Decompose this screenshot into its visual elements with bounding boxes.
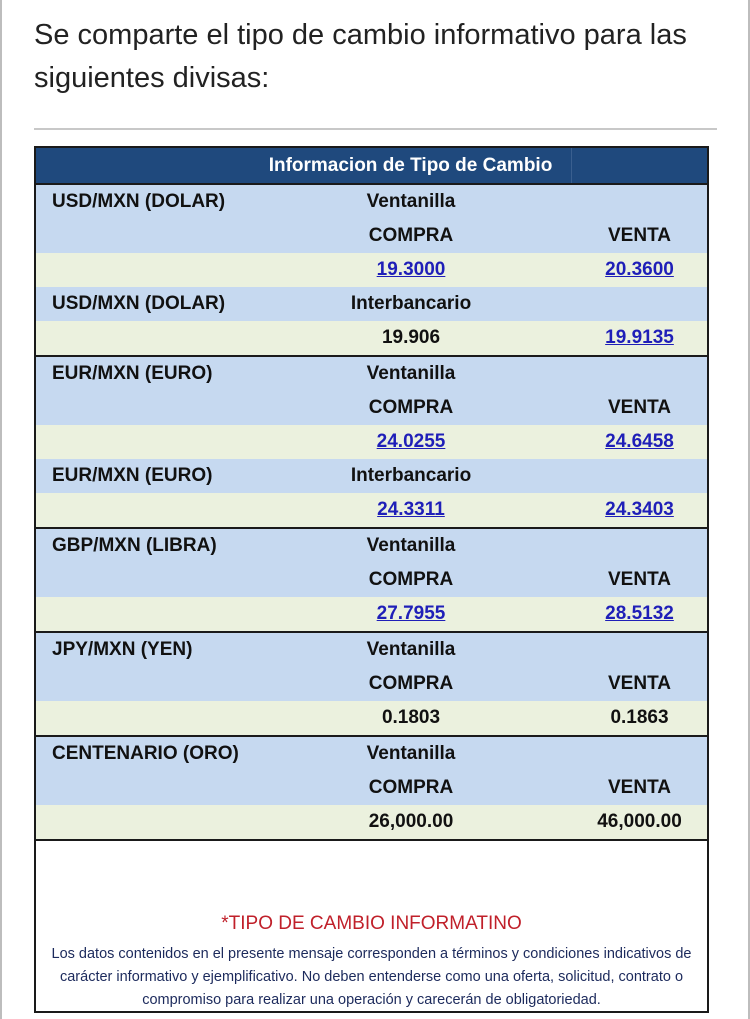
column-header-row [36, 771, 707, 805]
sell-rate-link[interactable]: 19.9135 [605, 327, 674, 348]
buy-rate: 0.1803 [381, 707, 441, 728]
sell-value-cell [572, 707, 707, 729]
currency-pair: GBP/MXN (LIBRA) [52, 535, 217, 556]
buy-rate-link[interactable]: 27.7955 [376, 603, 446, 624]
rate-group [36, 633, 707, 737]
sell-value-cell [572, 327, 707, 349]
type-row [36, 357, 707, 391]
rate-type: Interbancario [350, 465, 472, 486]
column-header-row [36, 219, 707, 253]
table-header [36, 148, 707, 185]
buy-value-cell [250, 431, 572, 453]
column-header-row [36, 563, 707, 597]
buy-rate-link[interactable]: 24.3311 [377, 499, 445, 520]
rate-type: Ventanilla [366, 743, 456, 764]
sell-rate-link[interactable]: 24.6458 [605, 431, 674, 452]
currency-pair: EUR/MXN (EURO) [52, 363, 213, 384]
value-row [36, 321, 707, 355]
table-title: Informacion de Tipo de Cambio [250, 148, 572, 183]
buy-header: COMPRA [368, 225, 454, 246]
rate-type: Interbancario [350, 293, 472, 314]
sell-value-cell [572, 431, 707, 453]
buy-rate: 19.906 [381, 327, 441, 348]
column-header-row [36, 391, 707, 425]
rate-type: Ventanilla [366, 363, 456, 384]
buy-value-cell [250, 603, 572, 625]
buy-header: COMPRA [368, 397, 454, 418]
buy-header: COMPRA [368, 777, 454, 798]
buy-header: COMPRA [368, 569, 454, 590]
currency-pair: EUR/MXN (EURO) [52, 465, 213, 486]
value-row [36, 701, 707, 735]
sell-value-cell [572, 811, 707, 833]
sell-value-cell [572, 603, 707, 625]
rate-type: Ventanilla [366, 191, 456, 212]
rate-group [36, 529, 707, 633]
rate-type: Ventanilla [366, 535, 456, 556]
page-border-left [0, 0, 2, 1019]
rate-group [36, 185, 707, 287]
sell-header: VENTA [608, 397, 671, 418]
buy-value-cell [250, 327, 572, 349]
rate-groups [36, 185, 707, 841]
footer-title: *TIPO DE CAMBIO INFORMATINO [221, 913, 522, 934]
sell-rate-link[interactable]: 28.5132 [605, 603, 674, 624]
sell-value-cell [572, 259, 707, 281]
rate-type: Ventanilla [366, 639, 456, 660]
buy-value-cell [250, 259, 572, 281]
rate-group [36, 737, 707, 841]
column-header-row [36, 667, 707, 701]
sell-rate-link[interactable]: 20.3600 [605, 259, 674, 280]
sell-header: VENTA [608, 569, 671, 590]
table-footer [36, 841, 707, 1011]
rate-group [36, 459, 707, 529]
value-row [36, 425, 707, 459]
currency-pair: CENTENARIO (ORO) [52, 743, 239, 764]
sell-rate: 0.1863 [610, 707, 669, 728]
sell-header: VENTA [608, 777, 671, 798]
rate-group [36, 357, 707, 459]
type-row [36, 185, 707, 219]
divider [34, 128, 717, 130]
buy-value-cell [250, 707, 572, 729]
buy-value-cell [250, 811, 572, 833]
type-row [36, 529, 707, 563]
currency-pair: JPY/MXN (YEN) [52, 639, 193, 660]
currency-pair: USD/MXN (DOLAR) [52, 293, 226, 314]
buy-rate-link[interactable]: 19.3000 [376, 259, 446, 280]
value-row [36, 493, 707, 527]
type-row [36, 287, 707, 321]
buy-rate: 26,000.00 [368, 811, 454, 832]
type-row [36, 633, 707, 667]
exchange-rate-table [34, 146, 709, 1013]
buy-header: COMPRA [368, 673, 454, 694]
type-row [36, 459, 707, 493]
buy-value-cell [250, 499, 572, 521]
sell-header: VENTA [608, 673, 671, 694]
footer-disclaimer: Los datos contenidos en el presente mensaje corresponden a términos y condiciones indicativos de carácter informativo y ejemplificativo. No deben entenderse como una oferta, solicitud, contrato o compromiso para realizar una operación y carecerán de obligatoriedad. [51, 946, 692, 1008]
sell-rate-link[interactable]: 24.3403 [605, 499, 674, 520]
intro-text: Se comparte el tipo de cambio informativo para las siguientes divisas: [34, 19, 687, 94]
buy-rate-link[interactable]: 24.0255 [376, 431, 446, 452]
rate-group [36, 287, 707, 357]
currency-pair: USD/MXN (DOLAR) [52, 191, 226, 212]
value-row [36, 597, 707, 631]
sell-value-cell [572, 499, 707, 521]
type-row [36, 737, 707, 771]
sell-header: VENTA [608, 225, 671, 246]
value-row [36, 253, 707, 287]
value-row [36, 805, 707, 839]
sell-rate: 46,000.00 [597, 811, 682, 832]
